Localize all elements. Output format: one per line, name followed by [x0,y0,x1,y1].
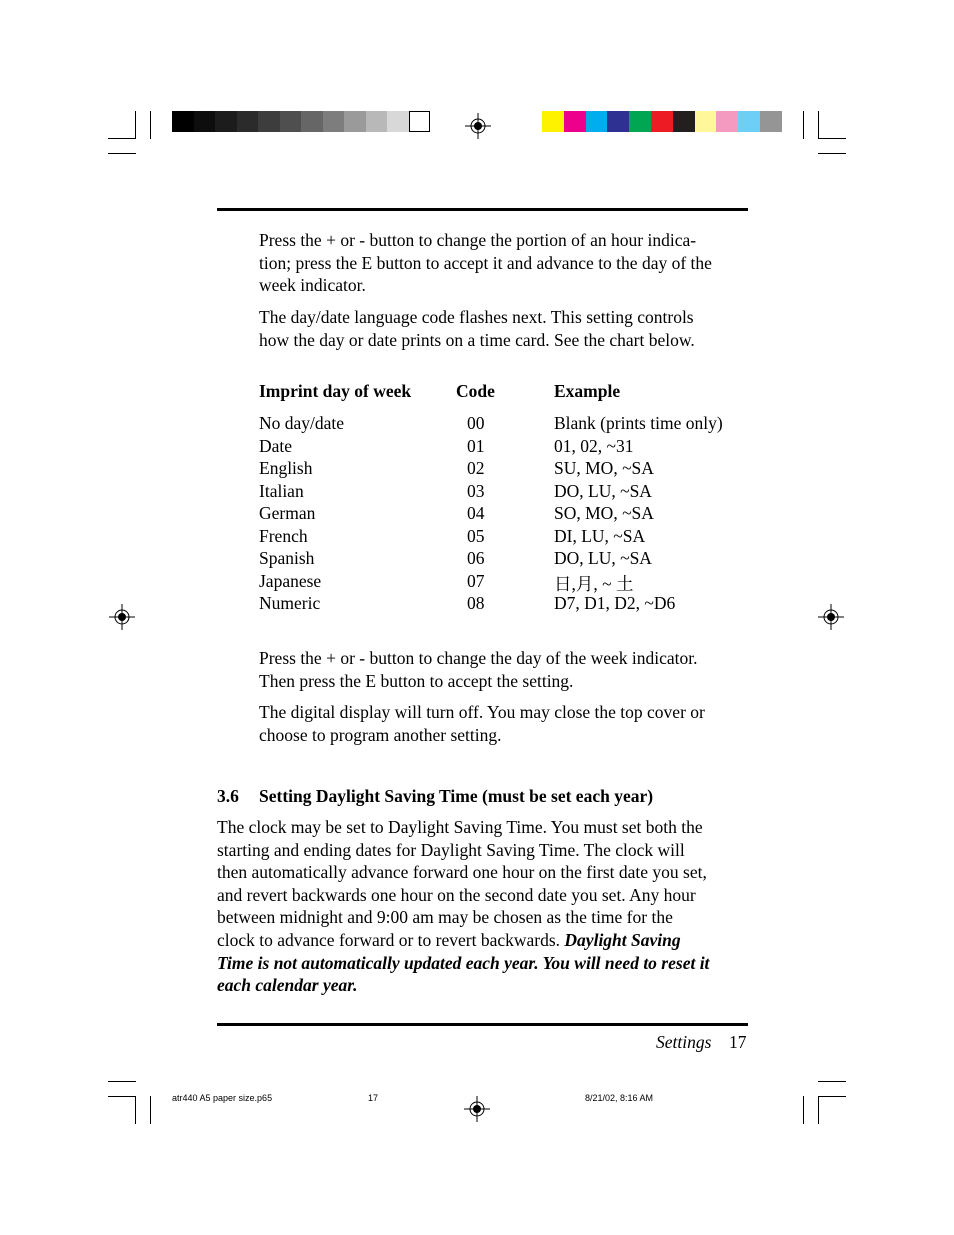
color-swatch [716,111,738,132]
text-line: then automatically advance forward one hour on the first date you set, [217,862,707,883]
color-swatch [738,111,760,132]
text-line: and revert backwards one hour on the second date you set. Any hour [217,884,696,905]
slug-datetime: 8/21/02, 8:16 AM [585,1093,654,1103]
text-line: The day/date language code flashes next. This setting controls [259,307,694,327]
text-plain: clock to advance forward or to revert backwards. [217,929,565,950]
row-label: Italian [259,481,304,501]
row-code: 06 [467,548,485,568]
row-code: 08 [467,593,485,613]
table-row [259,503,759,526]
color-swatch [586,111,608,132]
table-header-code: Code [456,381,495,401]
registration-mark-icon [465,113,491,139]
color-swatch [172,111,194,132]
row-label: French [259,526,308,546]
slug-page: 17 [368,1093,379,1103]
row-code: 00 [467,413,485,433]
registration-mark-icon [464,1096,490,1122]
slug-filename: atr440 A5 paper size.p65 [172,1093,273,1103]
paragraph-hour-portion [259,229,759,297]
table-row [259,436,759,459]
row-code: 02 [467,458,485,478]
text-line: tion; press the E button to accept it and advance to the day of the [259,252,712,273]
emphasis-text: Daylight Saving [564,929,681,950]
row-example: SO, MO, ~SA [554,503,654,523]
color-swatch [301,111,323,132]
text-line: week indicator. [259,275,366,296]
color-swatch [237,111,259,132]
text-line: Press the + or - button to change the day of the week indicator. [259,648,698,668]
table-header-imprint: Imprint day of week [259,381,412,401]
color-swatch [564,111,586,132]
table-header-example: Example [554,381,621,401]
text-line: Press the + or - button to change the portion of an hour indica- [259,230,697,250]
color-swatch [409,111,431,132]
paragraph-day-indicator [259,647,759,692]
text-line: Then press the E button to accept the setting. [259,670,574,691]
color-swatch [695,111,717,132]
table-row [259,571,759,594]
footer-rule [217,1023,748,1026]
row-code: 04 [467,503,485,523]
text-line: choose to program another setting. [259,724,502,745]
text-line: The clock may be set to Daylight Saving Time. You must set both the [217,817,703,837]
row-example: D7, D1, D2, ~D6 [554,593,676,613]
color-swatch [323,111,345,132]
row-code: 03 [467,481,485,501]
text-line [217,929,752,952]
emphasis-text: each calendar year. [217,975,358,996]
paragraph-daylight-saving [217,816,752,997]
text-line: between midnight and 9:00 am may be chosen as the time for the [217,907,673,928]
color-swatch [542,111,564,132]
color-swatch [215,111,237,132]
emphasis-text: Time is not automatically updated each year. You will need to reset it [217,952,710,973]
paragraph-display-off [259,701,759,746]
paragraph-language-code [259,306,759,351]
row-example: 日,月, ~ 土 [554,574,634,594]
color-swatch [760,111,782,132]
color-swatch [366,111,388,132]
footer-section-name: Settings [656,1032,712,1052]
section-title: Setting Daylight Saving Time (must be set each year) [259,786,654,806]
row-code: 05 [467,526,485,546]
row-code: 07 [467,571,485,591]
row-example: Blank (prints time only) [554,413,723,433]
row-example: 01, 02, ~31 [554,436,634,456]
color-swatch [387,111,409,132]
row-label: Date [259,436,293,456]
row-label: Japanese [259,571,322,591]
table-row [259,548,759,571]
table-row [259,458,759,481]
color-swatch [280,111,302,132]
row-label: No day/date [259,413,345,433]
color-swatch [651,111,673,132]
row-label: Spanish [259,548,315,568]
row-label: English [259,458,313,478]
footer-page-number: 17 [729,1032,747,1052]
color-swatch [344,111,366,132]
text-line: The digital display will turn off. You may close the top cover or [259,702,705,722]
text-line: how the day or date prints on a time card. See the chart below. [259,329,695,350]
row-example: SU, MO, ~SA [554,458,654,478]
table-row [259,413,759,436]
color-swatch [607,111,629,132]
table-row [259,593,759,616]
registration-mark-icon [109,604,135,630]
row-example: DI, LU, ~SA [554,526,646,546]
row-example: DO, LU, ~SA [554,481,652,501]
row-example: DO, LU, ~SA [554,548,652,568]
text-line: starting and ending dates for Daylight Saving Time. The clock will [217,839,685,860]
color-swatch [629,111,651,132]
table-row [259,526,759,549]
row-label: Numeric [259,593,321,613]
color-swatch [258,111,280,132]
color-swatch [194,111,216,132]
header-rule [217,208,748,211]
row-label: German [259,503,316,523]
row-code: 01 [467,436,485,456]
color-swatch [673,111,695,132]
section-number: 3.6 [217,786,239,806]
table-row [259,481,759,504]
registration-mark-icon [818,604,844,630]
